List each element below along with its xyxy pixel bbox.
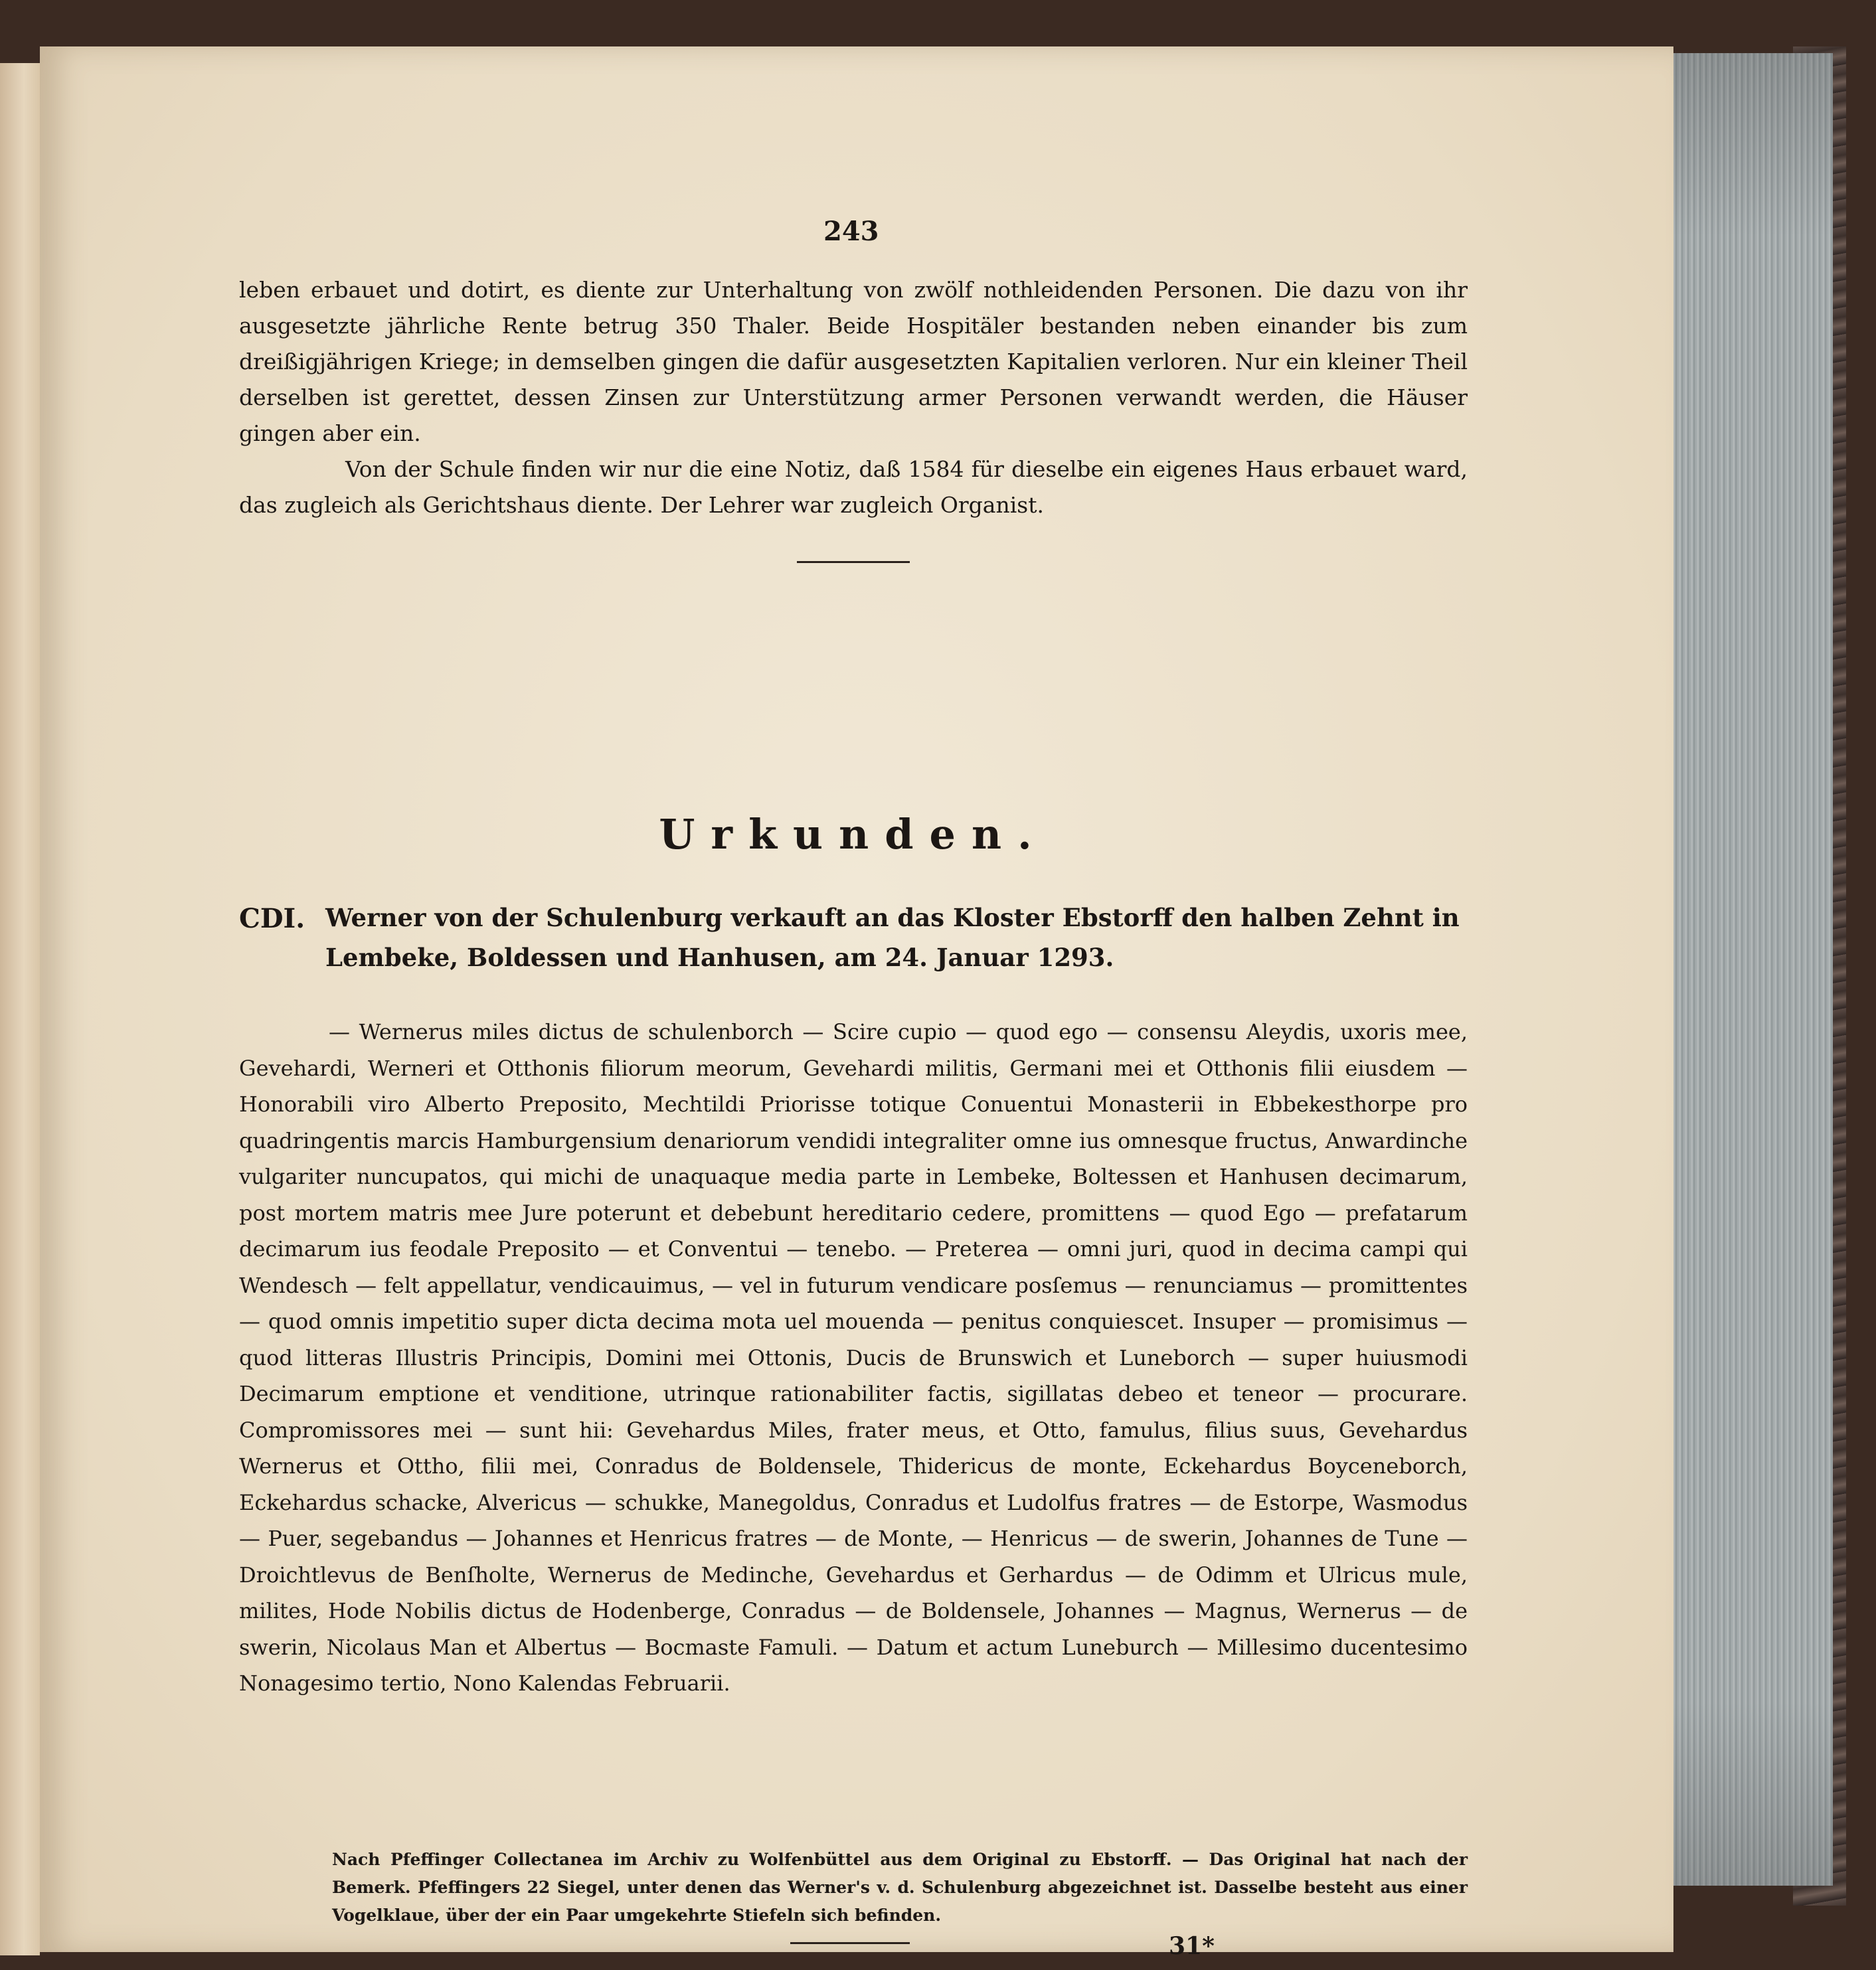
page-number: 243 xyxy=(823,216,879,247)
left-page-edge xyxy=(0,63,40,1955)
document-number: CDI. xyxy=(239,903,305,934)
page-edges xyxy=(1660,53,1833,1886)
document-title: Werner von der Schulenburg verkauft an das Kloster Ebstorff den halben Zehnt in Lembeke, Boldessen und Hanhusen, am 24. Januar 1293. xyxy=(325,903,1460,972)
section-heading: Urkunden. xyxy=(659,810,1048,859)
intro-paragraph-2: Von der Schule finden wir nur die eine Notiz, daß 1584 für dieselbe ein eigenes Haus erbauet ward, das zugleich als Gerichtshaus diente. Der Lehrer war zugleich Organist. xyxy=(239,456,1468,518)
signature-mark: 31* xyxy=(1169,1932,1215,1960)
source-note: Nach Pfeffinger Collectanea im Archiv zu Wolfenbüttel aus dem Original zu Ebstorff. — Das Original hat nach der Bemerk. Pfeffingers 22 Siegel, unter denen das Werner's v. d. Schulenburg abgezeichnet ist. Dasselbe besteht aus einer Vogelklaue, über der ein Paar umgekehrte Stiefeln sich befinden. xyxy=(332,1850,1468,1925)
book-page xyxy=(40,46,1673,1960)
footer-rule xyxy=(790,1942,910,1944)
divider-rule xyxy=(797,561,910,563)
intro-paragraph-1: leben erbauet und dotirt, es diente zur Unterhaltung von zwölf nothleidenden Personen. Die dazu von ihr ausgesetzte jährliche Rente betrug 350 Thaler. Beide Hospitäler bestanden neben einander bis zum dreißigjährigen Kriege; in demselben gingen die dafür ausgesetzten Kapitalien verloren. Nur ein kleiner Theil derselben ist gerettet, dessen Zinsen zur Unterstützung armer Personen verwandt werden, die Häuser gingen aber ein. xyxy=(239,277,1468,446)
intro-section xyxy=(239,272,1468,523)
document-text: — Wernerus miles dictus de schulenborch — Scire cupio — quod ego — consensu Aleydis, uxoris mee, Gevehardi, Werneri et Otthonis filiorum meorum, Gevehardi militis, Germani mei et Otthonis filii eiusdem — Honorabili viro Alberto Preposito, Mechtildi Priorisse totique Conuentui Monasterii in Ebbekesthorpe pro quadringentis marcis Hamburgensium denariorum vendidi integraliter omne ius omnesque fructus, Anwardinche vulgariter nuncupatos, qui michi de unaquaque media parte in Lembeke, Boltessen et Hanhusen decimarum, post mortem matris mee Jure poterunt et debebunt hereditario cedere, promittens — quod Ego — prefatarum decimarum ius feodale Preposito — et Conventui — tenebo. — Preterea — omni juri, quod in decima campi qui Wendesch — felt appellatur, vendicauimus, — vel in futurum vendicare posſemus — renunciamus — promittentes — quod omnis impetitio super dicta decima mota uel mouenda — penitus conquiescet. Insuper — promisimus — quod litteras Illustris Principis, Domini mei Ottonis, Ducis de Brunswich et Luneborch — super huiusmodi Decimarum emptione et venditione, utrinque rationabiliter factis, sigillatas debeo et teneor — procurare. Compromissores mei — sunt hii: Gevehardus Miles, frater meus, et Otto, famulus, filius suus, Gevehardus Wernerus et Ottho, filii mei, Conradus de Boldensele, Thidericus de monte, Eckehardus Boyceneborch, Eckehardus schacke, Alvericus — schukke, Manegoldus, Conradus et Ludolfus fratres — de Estorpe, Wasmodus — Puer, segebandus — Johannes et Henricus fratres — de Monte, — Henricus — de swerin, Johannes de Tune — Droichtlevus de Benſholte, Wernerus de Medinche, Gevehardus et Gerhardus — de Odimm et Ulricus mule, milites, Hode Nobilis dictus de Hodenberge, Conradus — de Boldensele, Johannes — Magnus, Wernerus — de swerin, Nicolaus Man et Albertus — Bocmaste Famuli. — Datum et actum Luneburch — Millesimo ducentesimo Nonagesimo tertio, Nono Kalendas Februarii. xyxy=(239,1019,1468,1696)
